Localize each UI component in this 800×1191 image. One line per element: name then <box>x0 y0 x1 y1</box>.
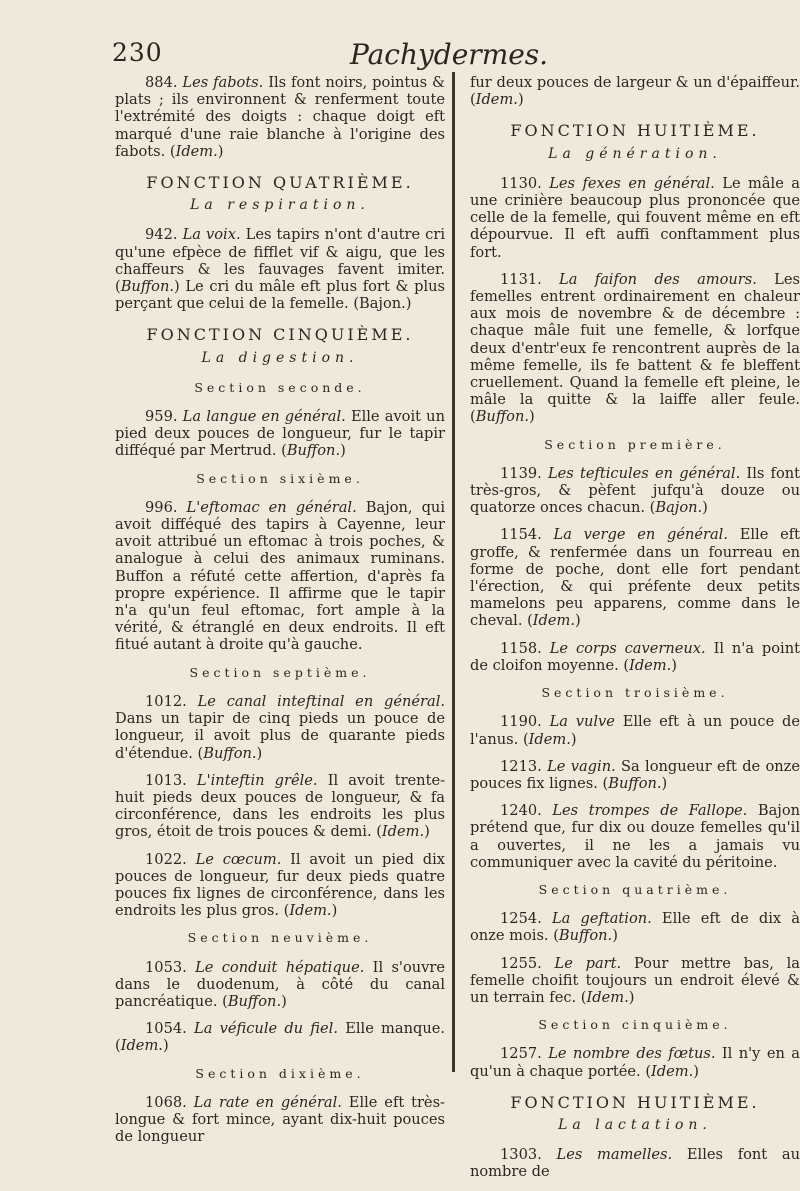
entry-number: 1255. <box>500 954 555 972</box>
source-citation: Idem. <box>586 988 629 1006</box>
section-heading: Section neuvième. <box>187 930 373 946</box>
section-heading: Section dixième. <box>195 1065 365 1081</box>
section-heading: Section cinquième. <box>538 1017 732 1033</box>
entry-close: ) <box>702 499 708 517</box>
section-heading: Section troisième. <box>541 685 729 701</box>
source-citation: Idem. <box>289 902 332 920</box>
entry-close: ) <box>661 774 668 792</box>
entry-close: ) Le cri du mâle eft plus fort & plus perçant que celui de la femelle. (Bajon.) <box>115 278 445 313</box>
entry-term: Les fexes en général. <box>549 174 715 192</box>
source-citation: Idem. <box>528 730 571 748</box>
entry-term: La verge en général. <box>553 526 728 544</box>
entry-close: ) <box>217 142 224 160</box>
function-subheading: La génération. <box>548 145 722 162</box>
function-subheading: La digestion. <box>201 349 359 366</box>
entry-close: ) <box>529 408 535 426</box>
entry-term: Le canal inteftinal en général. <box>197 692 446 710</box>
entry-number: 1154. <box>500 526 554 544</box>
entry-paragraph <box>470 465 800 517</box>
source-citation: Idem. <box>532 612 576 630</box>
entry-paragraph <box>470 271 800 426</box>
entry-text: Dans un tapir de cinq pieds un pouce de longueur, il avoit plus de quarante pieds d'étendue. ( <box>115 710 445 762</box>
entry-paragraph <box>470 526 800 629</box>
entry-close: ) <box>612 927 618 945</box>
entry-number: 1254. <box>500 910 552 928</box>
entry-term: Le corps caverneux. <box>549 639 706 657</box>
entry-close: ) <box>570 730 577 748</box>
entry-text: fur deux pouces de largeur & un d'épaiffeur. ( <box>470 74 800 109</box>
column-divider <box>452 72 455 1072</box>
source-citation: Idem. <box>629 656 672 674</box>
entry-text: Il s'ouvre dans le duodenum, à côté du canal pancréatique. ( <box>115 958 445 1010</box>
entry-text: Bajon, qui avoit difféqué des tapirs à Cayenne, leur avoit attribué un eftomac à trois poches, & analogue à celui des animaux ruminans. Buffon a réfuté cette affertion, d'après fa propre expérience. Il affirme que le tapir n'a qu'un feul eftomac, fort ample à la vérité, & étranglé en deux endroits. Il eft fitué autant à droite qu'à gauche. <box>115 498 445 654</box>
entry-text: Il avoit un pied dix pouces de longueur, fur deux pieds quatre pouces fix lignes de circonférence, dans les endroits les plus gros. ( <box>115 850 446 920</box>
entry-paragraph <box>470 1146 800 1180</box>
entry-number: 1054. <box>145 1020 195 1038</box>
entry-paragraph <box>115 851 445 920</box>
section-heading: Section sixième. <box>196 470 364 486</box>
entry-term: La geftation. <box>551 910 652 928</box>
page-header <box>112 38 772 78</box>
entry-close: ) <box>628 988 635 1006</box>
entry-paragraph <box>115 499 445 654</box>
entry-term: Le cœcum. <box>195 850 282 868</box>
source-citation: Buffon. <box>475 408 529 426</box>
entry-text: Il n'y en a qu'un à chaque portée. ( <box>470 1045 800 1080</box>
entry-paragraph <box>470 713 800 747</box>
entry-text: Il n'a point de cloifon moyenne. ( <box>470 639 800 674</box>
entry-text: Les femelles entrent ordinairement en chaleur aux mois de novembre & de décembre : chaque mâle fuit une femelle, & lorfque deux d'entr'eux fe rencontrent auprès de la même femelle, ils fe battent & fe bleffent cruellement. Quand la femelle eft pleine, le mâle la quitte & la laiffe aller feule. ( <box>470 270 800 426</box>
entry-number: 1012. <box>145 692 198 710</box>
entry-text: Elle avoit un pied deux pouces de longueur, fur le tapir difféqué par Mertrud. ( <box>115 408 445 460</box>
entry-paragraph <box>470 910 800 944</box>
entry-text: Sa longueur eft de onze pouces fix lignes. ( <box>470 757 800 792</box>
source-citation: Idem. <box>175 142 218 160</box>
function-heading: FONCTION HUITIÈME. <box>510 1092 760 1112</box>
function-heading: FONCTION CINQUIÈME. <box>146 325 414 345</box>
entry-number: 1139. <box>500 464 548 482</box>
entry-text: Ils font très-gros, & pèfent jufqu'à douze ou quatorze onces chacun. ( <box>470 464 800 517</box>
entry-term: Le conduit hépatique. <box>195 958 365 976</box>
entry-term: La rate en général. <box>193 1093 342 1111</box>
running-title: Pachydermes. <box>350 38 549 71</box>
entry-text: Ils font noirs, pointus & plats ; ils environnent & renferment toute l'extrémité des doigts : chaque doigt eft marqué d'une raie blanche à l'origine des fabots. ( <box>115 74 446 160</box>
entry-number: 1130. <box>500 174 550 192</box>
entry-term: Les fabots. <box>182 74 264 91</box>
entry-term: Le part. <box>554 954 622 972</box>
continued-paragraph <box>470 74 800 108</box>
source-citation: Idem. <box>120 1037 163 1055</box>
entry-paragraph <box>470 758 800 792</box>
source-citation: Buffon. <box>608 774 662 792</box>
entry-term: La voix. <box>182 226 241 244</box>
entry-paragraph <box>470 802 800 871</box>
entry-number: 1068. <box>145 1093 194 1111</box>
left-column <box>115 74 445 1155</box>
entry-number: 1131. <box>500 270 560 288</box>
entry-term: Le vagin. <box>547 757 616 775</box>
entry-term: L'inteftin grêle. <box>196 771 318 789</box>
entry-close: ) <box>671 656 677 674</box>
entry-term: La langue en général. <box>182 408 346 426</box>
entry-term: La faifon des amours. <box>559 270 757 288</box>
entry-term: Les trompes de Fallope. <box>552 802 748 820</box>
section-heading: Section première. <box>544 436 726 452</box>
function-subheading: La lactation. <box>558 1116 712 1133</box>
entry-term: La vulve <box>549 713 615 731</box>
entry-close: ) <box>162 1037 169 1055</box>
entry-number: 942. <box>145 226 183 244</box>
entry-text: Elle eft de dix à onze mois. ( <box>470 910 800 945</box>
entry-number: 884. <box>145 74 183 91</box>
page-number: 230 <box>112 38 163 67</box>
section-heading: Section quatrième. <box>538 881 732 897</box>
entry-close: ) <box>340 442 346 460</box>
source-citation: Idem. <box>475 91 518 109</box>
entry-number: 1303. <box>500 1146 557 1164</box>
entry-paragraph <box>470 640 800 674</box>
entry-paragraph <box>115 772 445 841</box>
entry-close: ) <box>517 91 524 109</box>
entry-close: ) <box>693 1062 699 1080</box>
function-heading: FONCTION HUITIÈME. <box>510 121 760 141</box>
entry-text: Elle eft groffe, & renfermée dans un fourreau en forme de poche, dont elle fort pendant l'érection, & qui préfente deux petits mamelons peu apparens, comme dans le cheval. ( <box>470 526 800 630</box>
entry-text: Pour mettre bas, la femelle choifit toujours un endroit élevé & un terrain fec. ( <box>470 954 800 1006</box>
entry-term: L'eftomac en général. <box>186 498 357 516</box>
entry-text: Elle eft très-longue & fort mince, ayant dix-huit pouces de longueur <box>115 1093 445 1146</box>
entry-close: ) <box>256 744 263 762</box>
entry-term: Les mamelles. <box>556 1146 673 1164</box>
section-heading: Section septième. <box>189 664 371 680</box>
entry-text: Elles font au nombre de <box>470 1146 800 1181</box>
entry-close: ) <box>331 902 338 920</box>
source-citation: Buffon. <box>286 442 341 460</box>
entry-text: Elle manque. ( <box>115 1020 446 1055</box>
source-citation: Buffon. <box>203 744 257 762</box>
entry-text: Elle eft à un pouce de l'anus. ( <box>470 713 800 748</box>
entry-term: Le nombre des fœtus. <box>548 1045 716 1063</box>
section-heading: Section seconde. <box>194 379 366 395</box>
entry-paragraph <box>470 955 800 1007</box>
source-citation: Idem. <box>381 823 425 841</box>
entry-paragraph <box>115 693 445 762</box>
source-citation: Buffon. <box>227 992 282 1010</box>
entry-number: 1213. <box>500 757 548 775</box>
entry-text: Bajon prétend que, fur dix ou douze femelles qu'il a ouvertes, il ne les a jamais vu communiquer avec la cavité du péritoine. <box>470 802 800 871</box>
entry-paragraph <box>115 959 445 1011</box>
source-citation: Buffon. <box>120 278 174 296</box>
entry-number: 1190. <box>500 713 550 731</box>
entry-text: Les tapirs n'ont d'autre cri qu'une efpèce de fifflet vif & aigu, que les chaffeurs & les fauvages favent imiter. ( <box>115 226 445 296</box>
entry-paragraph <box>470 175 800 261</box>
source-citation: Idem. <box>651 1062 694 1080</box>
entry-close: ) <box>281 992 287 1010</box>
function-heading: FONCTION QUATRIÈME. <box>146 173 414 193</box>
source-citation: Buffon. <box>558 927 613 945</box>
entry-number: 1240. <box>500 802 553 820</box>
entry-close: ) <box>424 823 430 841</box>
entry-term: Les tefticules en général. <box>547 464 741 482</box>
entry-text: Le mâle a une crinière beaucoup plus prononcée que celle de la femelle, qui fouvent même en eft dépourvue. Il eft auffi conftamment plus fort. <box>470 174 800 261</box>
entry-number: 1022. <box>145 850 196 868</box>
entry-paragraph <box>115 408 445 460</box>
source-citation: Bajon. <box>655 499 703 517</box>
entry-number: 1053. <box>145 958 196 976</box>
entry-paragraph <box>115 74 445 160</box>
entry-number: 996. <box>145 498 187 516</box>
entry-close: ) <box>575 612 581 630</box>
entry-number: 1257. <box>500 1045 549 1063</box>
entry-text: Il avoit trente-huit pieds deux pouces de longueur, & fa circonférence, dans les endroits les plus gros, étoit de trois pouces & demi. ( <box>115 771 446 841</box>
entry-term: La véficule du fiel. <box>194 1020 338 1038</box>
entry-number: 1013. <box>145 771 197 789</box>
entry-paragraph <box>115 1020 445 1054</box>
entry-paragraph <box>115 1094 445 1146</box>
function-subheading: La respiration. <box>190 197 370 214</box>
entry-number: 1158. <box>500 639 550 657</box>
right-column <box>470 74 800 1191</box>
entry-number: 959. <box>145 408 183 426</box>
entry-paragraph <box>115 226 445 312</box>
entry-paragraph <box>470 1045 800 1079</box>
